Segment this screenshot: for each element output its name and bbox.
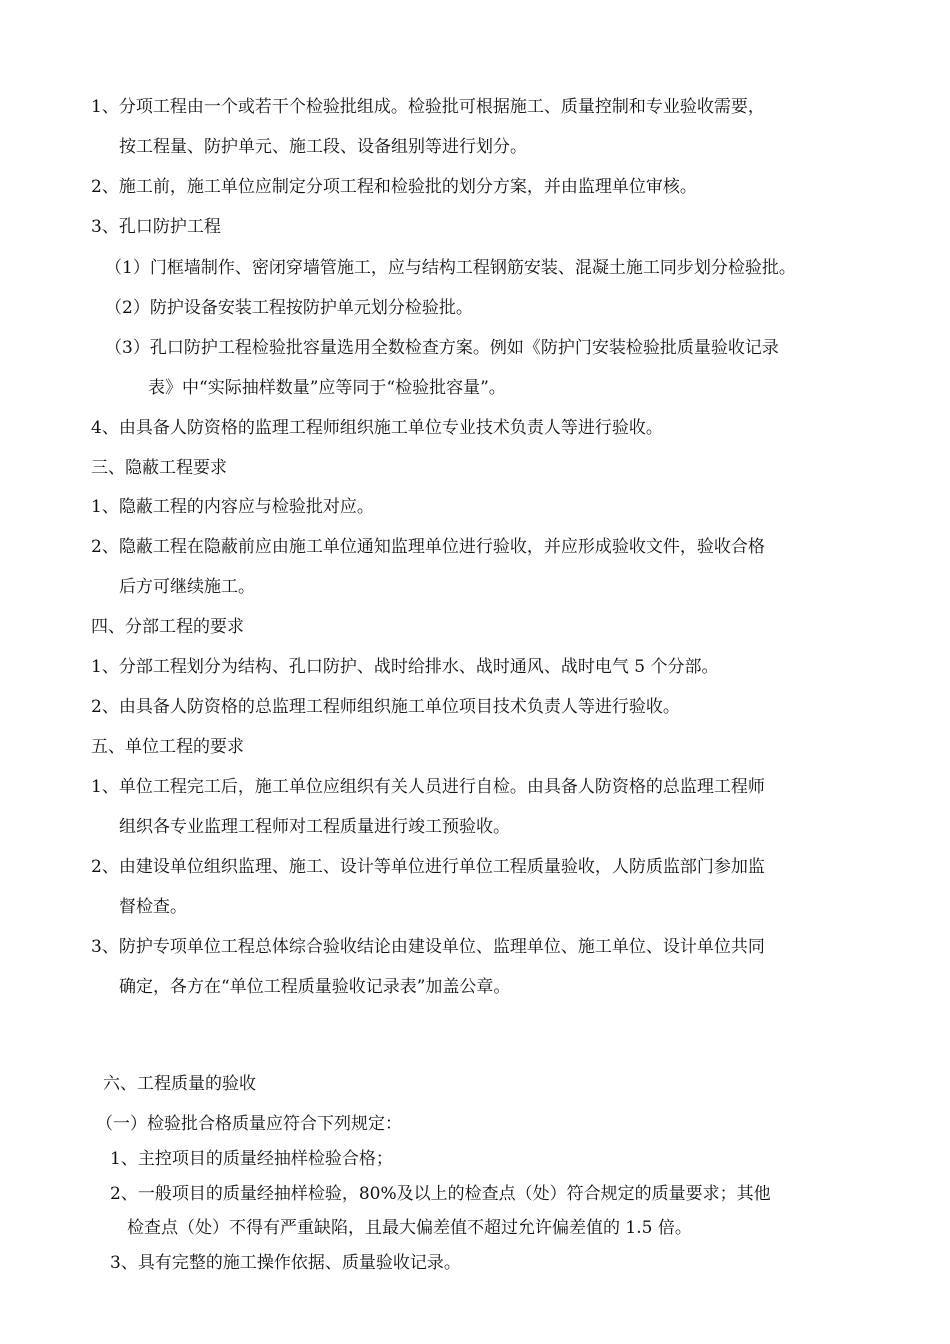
paragraph-line: 2、施工前，施工单位应制定分项工程和检验批的划分方案，并由监理单位审核。 (91, 177, 697, 197)
paragraph-line: 检查点（处）不得有严重缺陷，且最大偏差值不超过允许偏差值的 1.5 倍。 (127, 1218, 692, 1238)
paragraph-line: 4、由具备人防资格的监理工程师组织施工单位专业技术负责人等进行验收。 (91, 418, 663, 438)
paragraph-line: 督检查。 (119, 897, 187, 917)
paragraph-line: 1、分部工程划分为结构、孔口防护、战时给排水、战时通风、战时电气 5 个分部。 (91, 657, 719, 677)
section-heading: 六、工程质量的验收 (103, 1074, 256, 1094)
paragraph-line: （3）孔口防护工程检验批容量选用全数检查方案。例如《防护门安装检验批质量验收记录 (105, 338, 779, 358)
paragraph-line: （1）门框墙制作、密闭穿墙管施工，应与结构工程钢筋安装、混凝土施工同步划分检验批。 (105, 258, 796, 278)
paragraph-line: 1、单位工程完工后，施工单位应组织有关人员进行自检。由具备人防资格的总监理工程师 (91, 777, 765, 797)
paragraph-line: 2、由具备人防资格的总监理工程师组织施工单位项目技术负责人等进行验收。 (91, 697, 680, 717)
section-heading: 三、隐蔽工程要求 (91, 458, 227, 478)
paragraph-line: 1、分项工程由一个或若干个检验批组成。检验批可根据施工、质量控制和专业验收需要， (91, 97, 765, 117)
paragraph-line: 2、由建设单位组织监理、施工、设计等单位进行单位工程质量验收，人防质监部门参加监 (91, 857, 765, 877)
paragraph-line: 组织各专业监理工程师对工程质量进行竣工预验收。 (119, 817, 510, 837)
paragraph-line: 后方可继续施工。 (119, 577, 255, 597)
section-heading: 四、分部工程的要求 (91, 617, 244, 637)
paragraph-line: 表》中“实际抽样数量”应等同于“检验批容量”。 (148, 378, 506, 398)
paragraph-line: 2、一般项目的质量经抽样检验，80%及以上的检查点（处）符合规定的质量要求；其他 (110, 1184, 771, 1204)
paragraph-line: 3、防护专项单位工程总体综合验收结论由建设单位、监理单位、施工单位、设计单位共同 (91, 937, 765, 957)
paragraph-line: 按工程量、防护单元、施工段、设备组别等进行划分。 (119, 137, 527, 157)
section-heading: 3、孔口防护工程 (91, 217, 221, 237)
paragraph-line: 确定，各方在“单位工程质量验收记录表”加盖公章。 (119, 977, 511, 997)
sub-heading: （一）检验批合格质量应符合下列规定： (96, 1114, 402, 1134)
paragraph-line: 2、隐蔽工程在隐蔽前应由施工单位通知监理单位进行验收，并应形成验收文件，验收合格 (91, 537, 765, 557)
paragraph-line: （2）防护设备安装工程按防护单元划分检验批。 (105, 298, 473, 318)
section-heading: 五、单位工程的要求 (91, 737, 244, 757)
paragraph-line: 1、主控项目的质量经抽样检验合格； (110, 1149, 393, 1169)
paragraph-line: 3、具有完整的施工操作依据、质量验收记录。 (110, 1253, 461, 1273)
paragraph-line: 1、隐蔽工程的内容应与检验批对应。 (91, 497, 374, 517)
